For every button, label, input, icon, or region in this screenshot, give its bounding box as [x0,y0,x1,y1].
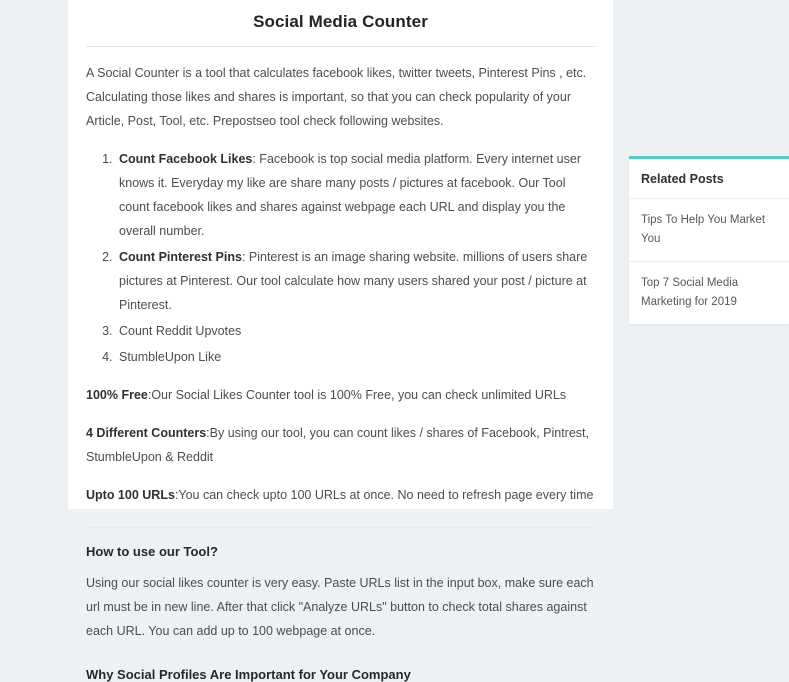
sidebar [629,0,789,324]
list-item-text: StumbleUpon Like [119,350,222,364]
list-item-text: : Pinterest is an image sharing website. millions of users share pictures at Pinterest. Our tool calculate how many users shared your post / picture at Pinterest. [119,250,588,312]
related-post-link[interactable]: Tips To Help You Market You [629,199,789,262]
list-item [116,319,595,343]
feature-counters [86,421,595,469]
feature-free-text: :Our Social Likes Counter tool is 100% Free, you can check unlimited URLs [147,388,567,402]
feature-urls [86,483,595,507]
features-ordered-list [86,147,595,369]
feature-counters-text: :By using our tool, you can count likes / shares of Facebook, Pintrest, StumbleUpon & Reddit [86,426,589,464]
list-item [116,245,595,317]
list-item-lead: Count Pinterest Pins [119,250,242,264]
list-item [116,147,595,243]
how-to-heading: How to use our Tool? [86,527,595,559]
feature-urls-lead: Upto 100 URLs [86,488,175,502]
left-gutter [0,0,68,509]
list-item-text: Count Reddit Upvotes [119,324,242,338]
intro-paragraph: A Social Counter is a tool that calculates facebook likes, twitter tweets, Pinterest Pins , etc. Calculating those likes and shares is important, so that you can check popularity of your Article, Post, Tool, etc. Prepostseo tool check following websites. [86,66,587,128]
why-heading: Why Social Profiles Are Important for Your Company [86,667,411,682]
feature-free-lead: 100% Free [86,388,148,402]
related-posts-title: Related Posts [629,159,789,199]
feature-urls-text: :You can check upto 100 URLs at once. No need to refresh page every time [174,488,594,502]
related-post-link[interactable]: Top 7 Social Media Marketing for 2019 [641,277,739,308]
list-item-text: : Facebook is top social media platform. Every internet user knows it. Everyday my like are share many posts / pictures at facebook. Our Tool count facebook likes and shares against webpage each URL and display you the overall number. [119,152,581,238]
list-item-lead: Count Facebook Likes [119,152,253,166]
page-title: Social Media Counter [86,0,595,47]
ad-slot [629,0,789,148]
list-item [116,345,595,369]
article-card [68,0,613,682]
how-to-paragraph: Using our social likes counter is very easy. Paste URLs list in the input box, make sure each url must be in new line. After that click "Analyze URLs" button to check total shares against each URL. You can add up to 100 webpage at once. [86,576,594,638]
feature-free [86,383,595,407]
related-posts-card [629,156,789,324]
feature-counters-lead: 4 Different Counters [86,426,207,440]
